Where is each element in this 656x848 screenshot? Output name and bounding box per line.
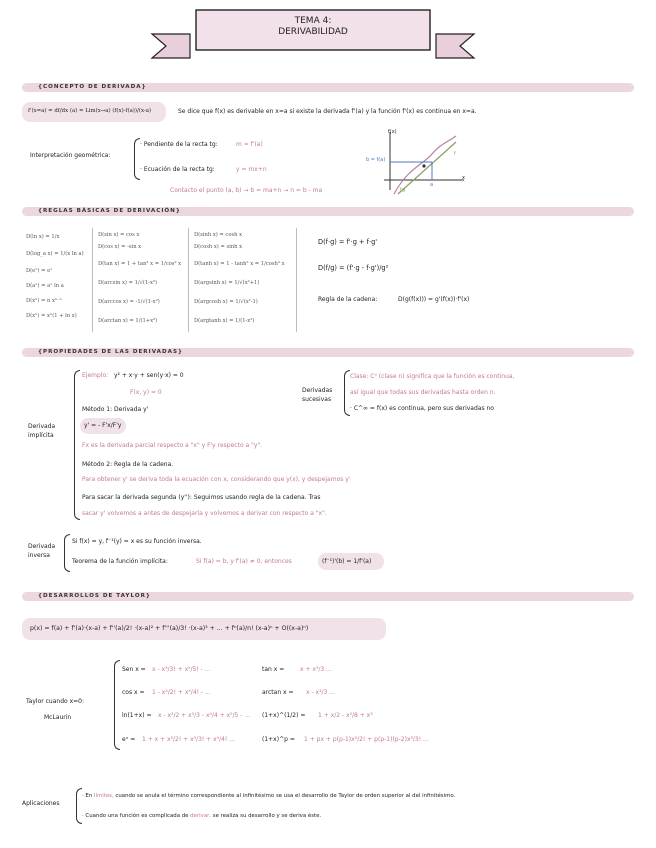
rules-divider-2 (188, 228, 189, 332)
rule-item: D(tanh x) = 1 - tanh² x = 1/cosh² x (194, 261, 285, 267)
metodo2-label: Método 2: Regla de la cadena. (82, 461, 174, 468)
aplicaciones-line2-a: · Cuando una función es complicada de (82, 813, 189, 819)
taylor-right-f: (1+x)^(1/2) = (262, 712, 306, 719)
rule-item: D(argsinh x) = 1/√(x²+1) (194, 280, 260, 286)
inverse-brace (64, 534, 70, 572)
rule-item: D(argtanh x) = 1/(1-x²) (194, 318, 255, 324)
rule-item: D(sinh x) = cosh x (194, 232, 243, 238)
section-header-reglas: {REGLAS BÁSICAS DE DERIVACIÓN} (22, 207, 634, 216)
taylor-right-series: x + x³/3 ... (300, 666, 332, 673)
aplicaciones-label: Aplicaciones (22, 800, 60, 807)
title-line2: DERIVABILIDAD (278, 27, 348, 37)
metodo2-text: Para obtener y' se deriva toda la ecuación con x, considerando que y(x), y despejamos y' (82, 476, 351, 483)
inverse-formula: (f⁻¹)'(b) = 1/f'(a) (322, 558, 372, 565)
taylor-right-series: x - x³/3 ... (306, 689, 335, 696)
rules-divider-3 (296, 228, 297, 332)
graph-tg-label: tg (400, 187, 406, 193)
rules-col-2 (98, 232, 181, 335)
taylor-label: Taylor cuando x=0: (26, 698, 84, 705)
rules-col-1 (26, 234, 84, 328)
rule-item: D(cosh x) = sinh x (194, 244, 243, 250)
pendiente-value: m = f'(a) (236, 141, 263, 148)
graph-ylabel: f(x) (388, 129, 397, 135)
taylor-right-f: tan x = (262, 666, 285, 673)
ejemplo-equation: y² + x·y + sen(y·x) = 0 (114, 372, 184, 379)
taylor-left-f: cos x = (122, 689, 145, 696)
taylor-left-f: Sen x = (122, 666, 146, 673)
rule-item: D(ln x) = 1/x (26, 234, 60, 240)
taylor-right-series: 1 + px + p(p-1)x²/2! + p(p-1)(p-2)x³/3! ... (304, 736, 429, 743)
section-header-propiedades: {PROPIEDADES DE LAS DERIVADAS} (22, 348, 634, 357)
interpretation-label: Interpretación geométrica: (30, 152, 111, 159)
inverse-line1: Si f(x) = y, f⁻¹(y) = x es su función inversa. (72, 538, 202, 545)
rule-item: D(arctan x) = 1/(1+x²) (98, 318, 158, 324)
metodo1-formula: y' = - F'x/F'y (84, 422, 122, 429)
taylor-right-series: 1 + x/2 - x²/8 + x³ (318, 712, 373, 719)
ecuacion-value: y = mx+n (236, 166, 267, 173)
aplicaciones-line2-c: se realiza su desarrollo y se deriva éste. (212, 813, 322, 819)
aplicaciones-line1 (82, 792, 455, 800)
derivative-definition-formula: f'(x=a) = df/dx (a) = Lim(x→a) (f(x)-f(a))/(x-a) (28, 108, 152, 114)
segunda-line1: Para sacar la derivada segunda (y''): Seguimos usando regla de la cadena. Tras (82, 494, 321, 501)
section-header-concepto: {CONCEPTO DE DERIVADA} (22, 83, 634, 92)
taylor-left-f: ln(1+x) = (122, 712, 152, 719)
mclaurin-label: McLaurin (44, 714, 72, 721)
aplicaciones-line1-c: cuando se anula el término correspondiente al infinitésimo se usa el desarrollo de Taylor de orden superior al del infinitésimo. (115, 793, 456, 799)
implicit-theorem-condition: Si f(a) = b, y f'(a) ≠ 0, entonces (196, 558, 292, 565)
cinf-text: · C^∞ = f(x) es continua, pero sus derivadas no (350, 405, 494, 412)
implicit-derivative-label: Derivada implícita (28, 423, 56, 439)
segunda-line2: sacar y' volvemos a antes de despejarla y volvemos a derivar con respecto a "x". (82, 510, 327, 517)
taylor-left-series: 1 - x²/2! + x⁴/4! - ... (152, 689, 211, 696)
tangent-graph-svg (372, 128, 472, 198)
clase-text-2: así igual que todas sus derivadas hasta orden n. (350, 389, 496, 396)
chain-rule-formula: D(g(f(x))) = g'(f(x))·f'(x) (398, 296, 470, 303)
implicit-theorem-label: Teorema de la función implícita: (72, 558, 168, 565)
successive-derivatives-label: Derivadas sucesivas (302, 387, 333, 403)
inverse-derivative-label: Derivada inversa (28, 543, 56, 559)
aplicaciones-line1-a: · En (82, 793, 93, 799)
clase-text: Clase: Cⁿ (clase n) significa que la función es continua, (350, 373, 515, 380)
taylor-brace (114, 660, 120, 750)
rule-item: D(arcsin x) = 1/√(1-x²) (98, 280, 158, 286)
aplicaciones-line1-b: límites, (93, 793, 114, 799)
rule-item: D(aˣ) = aˣ ln a (26, 283, 64, 289)
taylor-left-series: x - x²/2 + x³/3 - x⁴/4 + x⁵/5 - ... (158, 712, 251, 719)
rule-item: D(log_a x) = 1/(x ln a) (26, 251, 84, 257)
ejemplo-label: Ejemplo: (82, 372, 109, 379)
title-line1: TEMA 4: (294, 16, 332, 26)
quotient-rule: D(f/g) = (f'·g - f·g')/g² (318, 264, 389, 272)
ejemplo-F: F(x, y) = 0 (130, 389, 162, 396)
ecuacion-text: · Ecuación de la recta tg: (140, 166, 215, 173)
product-rule: D(f·g) = f'·g + f·g' (318, 238, 378, 246)
taylor-left-series: x - x³/3! + x⁵/5! - ... (152, 666, 211, 673)
taylor-formula: p(x) = f(a) + f'(a)·(x-a) + f''(a)/2! ·(x-a)² + f'''(a)/3! ·(x-a)³ + ... + fⁿ(a)/n! (x-a)ⁿ + O((x-a)ⁿ) (30, 625, 309, 632)
graph-a-label: a (430, 182, 434, 188)
rules-col-3 (194, 232, 285, 335)
title-banner (150, 6, 476, 62)
rule-item: D(cos x) = -sin x (98, 244, 142, 250)
taylor-right-f: arctan x = (262, 689, 294, 696)
rule-item: D(xⁿ) = xⁿ(1 + ln x) (26, 313, 77, 319)
fx-explanation: Fx es la derivada parcial respecto a "x" y F'y respecto a "y". (82, 442, 263, 449)
taylor-left-series: 1 + x + x²/2! + x³/3! + x⁴/4! ... (142, 736, 235, 743)
contacto-text: Contacto el punto (a, b) → b = ma+n → n = b - ma (170, 187, 323, 194)
rule-item: D(eˣ) = eˣ (26, 268, 53, 274)
chain-rule-label: Regla de la cadena: (318, 296, 378, 303)
graph-f-label: f (454, 151, 456, 157)
rule-item: D(arccos x) = -1/√(1-x²) (98, 299, 160, 305)
rule-item: D(xⁿ) = n xⁿ⁻¹ (26, 298, 62, 304)
rule-item: D(sin x) = cos x (98, 232, 140, 238)
rules-divider-1 (92, 228, 93, 332)
rule-item: D(tan x) = 1 + tan² x = 1/cos² x (98, 261, 182, 267)
tangent-graph (366, 128, 472, 198)
aplicaciones-line2 (82, 812, 321, 820)
rule-item: D(argcosh x) = 1/√(x²-1) (194, 299, 258, 305)
section-header-taylor: {DESARROLLOS DE TAYLOR} (22, 592, 634, 601)
metodo1-label: Método 1: Derivada y' (82, 406, 149, 413)
taylor-left-f: eˣ = (122, 736, 136, 743)
implicit-brace (74, 370, 80, 520)
derivative-definition-text: Se dice que f(x) es derivable en x=a si existe la derivada f'(a) y la función f'(x) es continua en x=a. (178, 108, 477, 115)
aplicaciones-line2-b: derivar, (190, 813, 212, 819)
taylor-right-f: (1+x)^p = (262, 736, 295, 743)
pendiente-text: · Pendiente de la recta tg: (140, 141, 218, 148)
graph-xlabel: x (462, 175, 465, 181)
graph-b-label: b = f(a) (366, 157, 386, 163)
